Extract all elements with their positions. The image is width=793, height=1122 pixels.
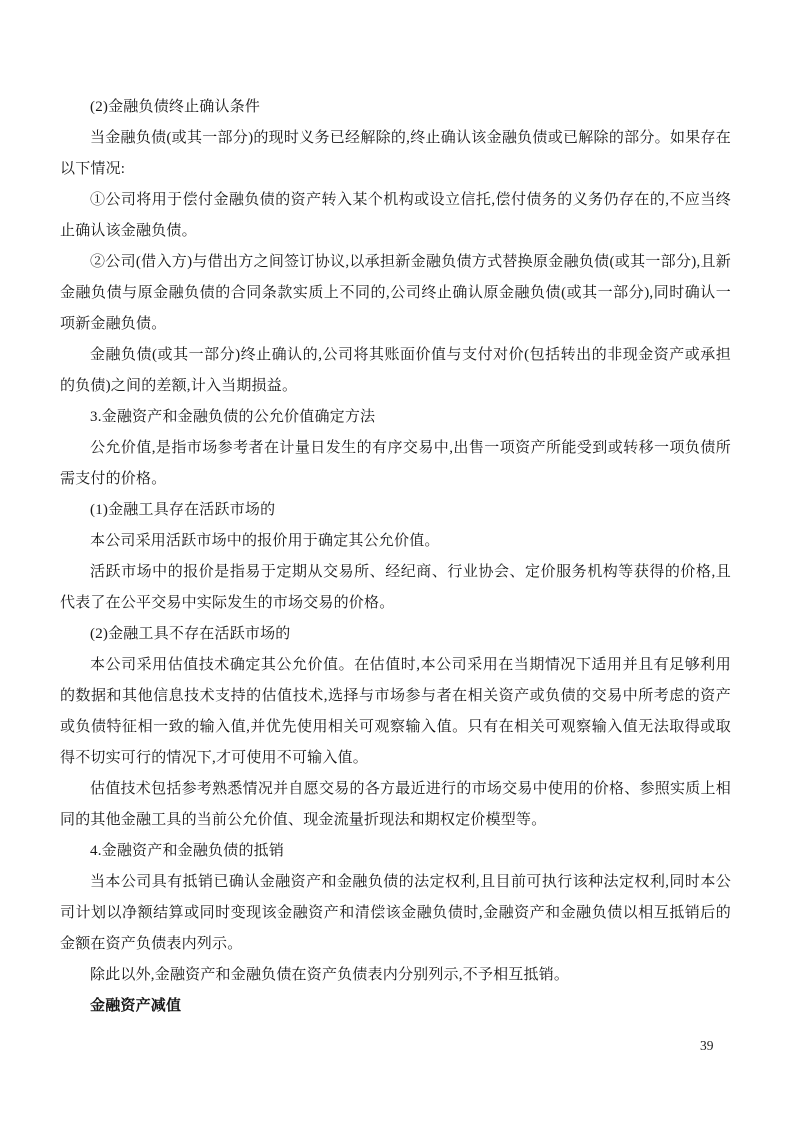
page-number: 39 xyxy=(700,1038,714,1053)
paragraph: 活跃市场中的报价是指易于定期从交易所、经纪商、行业协会、定价服务机构等获得的价格,且代表了在公平交易中实际发生的市场交易的价格。 xyxy=(60,564,731,611)
paragraph-section-heading: (1)金融工具存在活跃市场的 xyxy=(90,502,276,518)
paragraph-section-heading: (2)金融工具不存在活跃市场的 xyxy=(90,626,291,642)
paragraph-bold-heading: 金融资产减值 xyxy=(90,998,182,1014)
paragraph-section-heading: 3.金融资产和金融负债的公允价值确定方法 xyxy=(90,409,376,425)
paragraph-section-heading: (2)金融负债终止确认条件 xyxy=(90,99,261,115)
paragraph: 金融负债(或其一部分)终止确认的,公司将其账面价值与支付对价(包括转出的非现金资产或承担的负债)之间的差额,计入当期损益。 xyxy=(60,347,731,394)
paragraph: ②公司(借入方)与借出方之间签订协议,以承担新金融负债方式替换原金融负债(或其一部分),且新金融负债与原金融负债的合同条款实质上不同的,公司终止确认原金融负债(或其一部分),同时确认一项新金融负债。 xyxy=(60,254,731,332)
paragraph: 当本公司具有抵销已确认金融资产和金融负债的法定权利,且目前可执行该种法定权利,同时本公司计划以净额结算或同时变现该金融资产和清偿该金融负债时,金融资产和金融负债以相互抵销后的金额在资产负债表内列示。 xyxy=(60,874,731,952)
paragraph: 本公司采用活跃市场中的报价用于确定其公允价值。 xyxy=(90,533,440,549)
paragraph: 公允价值,是指市场参考者在计量日发生的有序交易中,出售一项资产所能受到或转移一项负债所需支付的价格。 xyxy=(60,440,731,487)
paragraph: ①公司将用于偿付金融负债的资产转入某个机构或设立信托,偿付债务的义务仍存在的,不应当终止确认该金融负债。 xyxy=(60,192,731,239)
paragraph: 估值技术包括参考熟悉情况并自愿交易的各方最近进行的市场交易中使用的价格、参照实质上相同的其他金融工具的当前公允价值、现金流量折现法和期权定价模型等。 xyxy=(60,781,731,828)
paragraph: 当金融负债(或其一部分)的现时义务已经解除的,终止确认该金融负债或已解除的部分。如果存在以下情况: xyxy=(60,130,731,177)
paragraph-section-heading: 4.金融资产和金融负债的抵销 xyxy=(90,843,285,859)
document-body xyxy=(60,92,731,1022)
paragraph: 除此以外,金融资产和金融负债在资产负债表内分别列示,不予相互抵销。 xyxy=(90,967,570,983)
paragraph: 本公司采用估值技术确定其公允价值。在估值时,本公司采用在当期情况下适用并且有足够利用的数据和其他信息技术支持的估值技术,选择与市场参与者在相关资产或负债的交易中所考虑的资产或负债特征相一致的输入值,并优先使用相关可观察输入值。只有在相关可观察输入值无法取得或取得不切实可行的情况下,才可使用不可输入值。 xyxy=(60,657,731,766)
